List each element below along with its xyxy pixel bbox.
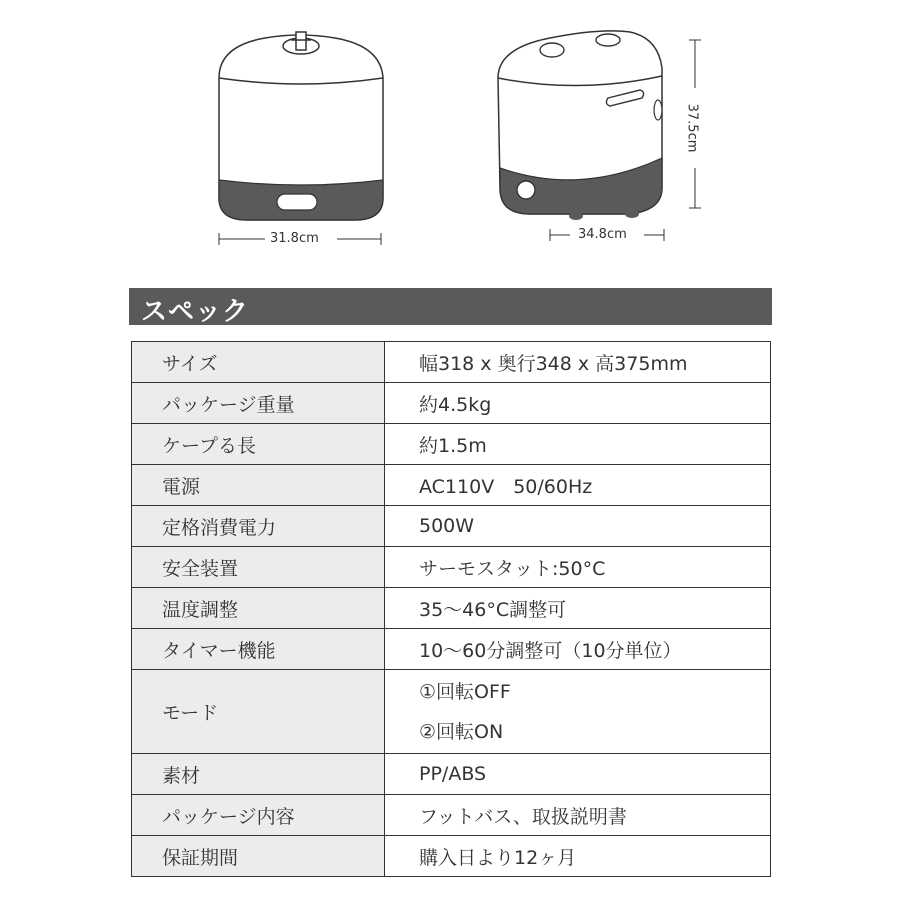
table-row [132,670,771,754]
side-height-label: 37.5cm [684,103,700,153]
table-row [132,383,771,424]
table-row [132,424,771,465]
table-row [132,506,771,547]
spec-value: サーモスタット:50°C [385,547,771,588]
spec-label: 温度調整 [132,588,385,629]
side-depth-label: 34.8cm [578,227,627,242]
spec-section-header [129,288,772,325]
spec-value: 35〜46°C調整可 [385,588,771,629]
spec-value: 500W [385,506,771,547]
side-dial-icon [517,181,535,199]
front-control-panel [277,194,317,210]
front-width-label: 31.8cm [270,231,319,246]
spec-label: 電源 [132,465,385,506]
spec-value: AC110V 50/60Hz [385,465,771,506]
spec-label: 安全装置 [132,547,385,588]
spec-label: パッケージ内容 [132,795,385,836]
mode-option: ②回転ON [419,720,504,743]
spec-label: パッケージ重量 [132,383,385,424]
spec-value: 約4.5kg [385,383,771,424]
table-row [132,795,771,836]
side-view-illustration [490,18,710,258]
spec-label: 保証期間 [132,836,385,877]
section-title: スペック [141,297,250,327]
table-row [132,588,771,629]
spec-table [131,341,771,877]
spec-value: 購入日より12ヶ月 [385,836,771,877]
spec-value: 10〜60分調整可（10分単位） [385,629,771,670]
mode-option: ①回転OFF [419,680,511,703]
spec-label: 定格消費電力 [132,506,385,547]
spec-value: 約1.5m [385,424,771,465]
spec-label: タイマー機能 [132,629,385,670]
spec-value: 幅318 x 奥行348 x 高375mm [385,342,771,383]
table-row [132,465,771,506]
spec-label: ケープる長 [132,424,385,465]
spec-value: フットバス、取扱説明書 [385,795,771,836]
spec-value: PP/ABS [385,754,771,795]
table-row [132,836,771,877]
table-row [132,547,771,588]
table-row [132,629,771,670]
spec-label: モード [132,670,385,754]
spec-value [385,670,771,754]
table-row [132,754,771,795]
spec-label: 素材 [132,754,385,795]
front-view-illustration [205,18,405,258]
table-row [132,342,771,383]
spec-label: サイズ [132,342,385,383]
